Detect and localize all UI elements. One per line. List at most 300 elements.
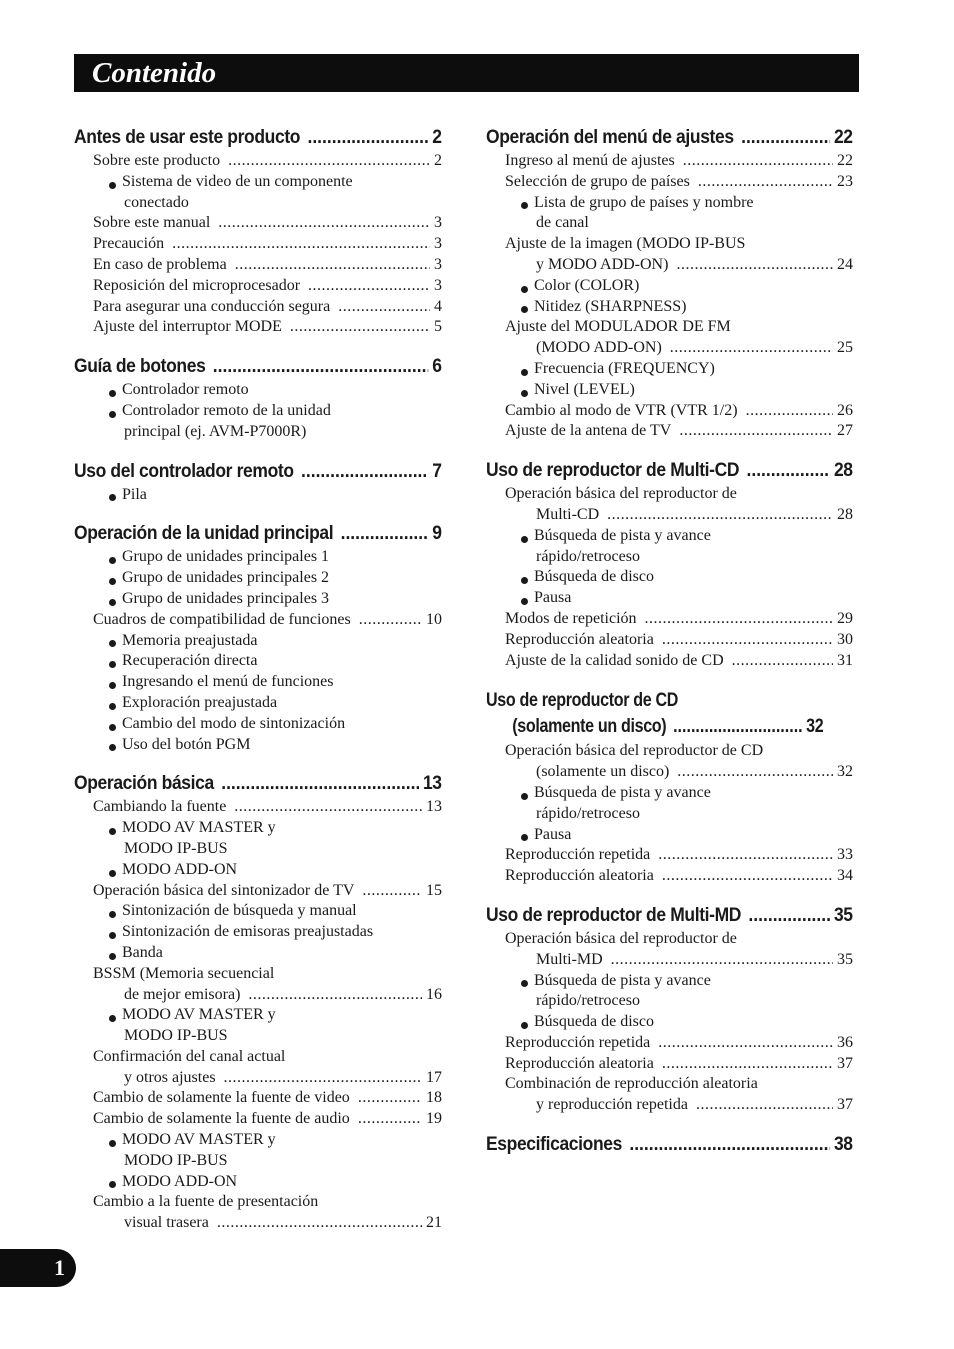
dot-leader xyxy=(308,276,430,297)
toc-page-number: 32 xyxy=(837,763,853,781)
toc-section-heading xyxy=(486,459,853,483)
toc-entry-label: En caso de problema xyxy=(93,255,227,273)
toc-section-label: Guía de botones xyxy=(74,356,206,378)
dot-leader xyxy=(358,1088,422,1109)
page-number: 1 xyxy=(54,1255,65,1280)
toc-entry xyxy=(74,485,442,506)
toc-entry-label: Frecuencia (FREQUENCY) xyxy=(534,359,715,377)
toc-entry-label: Sintonización de emisoras preajustadas xyxy=(122,923,374,941)
bullet-icon xyxy=(109,932,116,939)
toc-entry xyxy=(486,845,853,866)
toc-entry-label: Búsqueda de disco xyxy=(534,568,654,586)
toc-entry xyxy=(486,193,853,214)
bullet-icon xyxy=(109,640,116,647)
toc-section-label: Antes de usar este producto xyxy=(74,127,301,148)
toc-section-label: Operación básica xyxy=(74,773,214,795)
dot-leader xyxy=(698,172,833,193)
toc-entry xyxy=(486,783,853,804)
toc-entry xyxy=(486,929,853,950)
toc-entry-label: Nivel (LEVEL) xyxy=(534,380,635,398)
toc-entry-label: Reproducción aleatoria xyxy=(505,1054,654,1072)
dot-leader xyxy=(234,797,422,818)
toc-entry xyxy=(74,589,442,610)
toc-entry xyxy=(486,609,853,630)
toc-page-number: 2 xyxy=(432,127,442,148)
dot-leader xyxy=(607,505,833,526)
toc-entry-label: conectado xyxy=(124,193,189,211)
toc-page-number: 35 xyxy=(833,904,853,926)
toc-section-heading xyxy=(486,904,853,928)
toc-entry xyxy=(74,964,442,985)
toc-entry xyxy=(486,567,853,588)
dot-leader xyxy=(611,950,833,971)
toc-page-number: 35 xyxy=(837,950,853,968)
toc-entry xyxy=(486,651,853,672)
toc-entry xyxy=(486,172,853,193)
bullet-icon xyxy=(109,870,116,877)
toc-section-label: Especificaciones xyxy=(486,1134,622,1156)
bullet-icon xyxy=(521,390,528,397)
dot-leader xyxy=(224,1068,422,1089)
toc-entry-label: Sobre este manual xyxy=(93,214,211,232)
toc-entry-label: rápido/retroceso xyxy=(536,992,640,1010)
dot-leader xyxy=(676,255,833,276)
toc-entry xyxy=(486,1054,853,1075)
toc-entry-label: visual trasera xyxy=(124,1214,209,1232)
toc-entry xyxy=(74,234,442,255)
toc-entry-label: Sobre este producto xyxy=(93,152,221,169)
toc-entry-label: Grupo de unidades principales 2 xyxy=(122,569,330,587)
bullet-icon xyxy=(521,369,528,376)
toc-entry xyxy=(74,943,442,964)
toc-section-heading xyxy=(74,355,442,379)
toc-section-label: Uso de reproductor de Multi-CD xyxy=(486,460,740,482)
bullet-icon xyxy=(109,911,116,918)
toc-column-right xyxy=(486,126,853,1158)
toc-page-number: 21 xyxy=(426,1214,442,1232)
dot-leader xyxy=(338,297,430,318)
toc-entry xyxy=(74,735,442,756)
toc-page-number: 33 xyxy=(837,846,853,864)
dot-leader xyxy=(228,151,430,172)
toc-entry-label: Para asegurar una conducción segura xyxy=(93,297,331,315)
toc-entry-label: MODO AV MASTER y xyxy=(122,819,276,837)
toc-entry xyxy=(486,213,853,234)
toc-entry xyxy=(74,1047,442,1068)
toc-entry-label: Operación básica del reproductor de xyxy=(505,485,737,503)
toc-section-label: Operación del menú de ajustes xyxy=(486,127,734,148)
toc-entry xyxy=(74,860,442,881)
toc-entry-label: principal (ej. AVM-P7000R) xyxy=(124,422,307,440)
toc-page-number: 16 xyxy=(426,985,442,1003)
toc-entry xyxy=(74,193,442,214)
toc-entry xyxy=(74,985,442,1006)
dot-leader xyxy=(629,1133,830,1157)
toc-page-number: 38 xyxy=(833,1134,853,1156)
toc-entry xyxy=(486,380,853,401)
toc-page-number: 27 xyxy=(837,422,853,440)
toc-entry xyxy=(74,317,442,338)
toc-entry xyxy=(74,380,442,401)
toc-entry xyxy=(74,1005,442,1026)
toc-page-number: 5 xyxy=(434,318,442,336)
toc-page-number: 34 xyxy=(837,867,853,885)
toc-entry xyxy=(74,172,442,193)
toc-entry-label: Sistema de video de un componente xyxy=(122,172,353,190)
toc-entry-label: Búsqueda de disco xyxy=(534,1013,654,1031)
toc-entry-label: Precaución xyxy=(93,235,165,253)
toc-entry-label: Operación básica del reproductor de CD xyxy=(505,742,764,760)
bullet-icon xyxy=(109,599,116,606)
dot-leader xyxy=(301,460,429,484)
toc-entry-label: Nitidez (SHARPNESS) xyxy=(534,297,687,315)
toc-entry-label: Ajuste del interruptor MODE xyxy=(93,318,282,336)
toc-entry-label: Grupo de unidades principales 1 xyxy=(122,548,330,566)
toc-entry xyxy=(74,547,442,568)
dot-leader xyxy=(662,1054,833,1075)
toc-entry-label: Cambio de solamente la fuente de video xyxy=(93,1089,350,1107)
toc-entry xyxy=(486,276,853,297)
dot-leader xyxy=(217,1213,422,1234)
toc-section-heading xyxy=(486,1133,853,1157)
toc-entry-label: MODO ADD-ON xyxy=(122,860,238,878)
toc-entry-label: Multi-CD xyxy=(536,505,600,523)
toc-section-label: (solamente un disco) xyxy=(512,716,667,738)
dot-leader xyxy=(307,126,428,150)
toc-entry-label: Ajuste del MODULADOR DE FM xyxy=(505,318,731,336)
toc-entry xyxy=(74,693,442,714)
toc-section-heading xyxy=(486,688,853,740)
toc-entry xyxy=(74,401,442,422)
toc-entry xyxy=(74,422,442,443)
toc-entry-label: Multi-MD xyxy=(536,950,603,968)
toc-page-number: 30 xyxy=(837,630,853,648)
toc-page-number: 15 xyxy=(426,881,442,899)
toc-entry-label: Búsqueda de pista y avance xyxy=(534,783,711,801)
toc-entry xyxy=(74,797,442,818)
toc-entry xyxy=(486,234,853,255)
toc-entry-label: Ajuste de la calidad sonido de CD xyxy=(505,651,724,669)
toc-page-number: 22 xyxy=(833,127,853,148)
toc-entry xyxy=(486,505,853,526)
toc-entry-label: Uso del botón PGM xyxy=(122,735,251,753)
dot-leader xyxy=(645,609,833,630)
toc-page-number: 7 xyxy=(432,460,442,482)
toc-entry-label: Controlador remoto de la unidad xyxy=(122,401,331,419)
toc-entry-label: (solamente un disco) xyxy=(536,763,670,781)
toc-entry-label: Grupo de unidades principales 3 xyxy=(122,589,330,607)
toc-entry xyxy=(486,588,853,609)
toc-entry-label: MODO IP-BUS xyxy=(124,839,228,857)
toc-entry-label: Selección de grupo de países xyxy=(505,172,690,190)
dot-leader xyxy=(746,459,830,483)
toc-entry xyxy=(74,1088,442,1109)
toc-page-number: 37 xyxy=(837,1096,853,1114)
bullet-icon xyxy=(109,557,116,564)
bullet-icon xyxy=(109,661,116,668)
toc-entry-label: Cambio a la fuente de presentación xyxy=(93,1193,319,1211)
toc-entry-label: (MODO ADD-ON) xyxy=(536,339,662,357)
toc-entry-label: Reproducción aleatoria xyxy=(505,867,654,885)
toc-entry-label: Modos de repetición xyxy=(505,609,637,627)
toc-page-number: 9 xyxy=(432,523,442,545)
toc-entry xyxy=(486,991,853,1012)
toc-entry xyxy=(486,630,853,651)
dot-leader xyxy=(358,1109,422,1130)
toc-entry-label: Cambio del modo de sintonización xyxy=(122,714,346,732)
toc-entry xyxy=(486,804,853,825)
toc-section-heading xyxy=(486,126,853,150)
toc-entry xyxy=(486,762,853,783)
toc-entry xyxy=(486,297,853,318)
toc-entry xyxy=(74,297,442,318)
bullet-icon xyxy=(109,182,116,189)
dot-leader xyxy=(662,630,833,651)
toc-page-number: 3 xyxy=(434,276,442,294)
toc-entry-label: Recuperación directa xyxy=(122,652,258,670)
toc-entry xyxy=(486,866,853,887)
toc-page-number: 32 xyxy=(806,716,824,738)
toc-entry-label: Cambiando la fuente xyxy=(93,798,227,816)
toc-entry xyxy=(74,1026,442,1047)
toc-entry-label: Ajuste de la imagen (MODO IP-BUS xyxy=(505,235,746,253)
dot-leader xyxy=(290,317,430,338)
bullet-icon xyxy=(521,834,528,841)
toc-entry xyxy=(74,651,442,672)
toc-entry xyxy=(74,1213,442,1234)
dot-leader xyxy=(221,772,419,796)
bullet-icon xyxy=(109,390,116,397)
bullet-icon xyxy=(521,536,528,543)
bullet-icon xyxy=(109,828,116,835)
toc-entry-label: Confirmación del canal actual xyxy=(93,1047,286,1065)
toc-entry xyxy=(486,1033,853,1054)
header-bar xyxy=(74,54,859,92)
toc-entry-label: Controlador remoto xyxy=(122,381,249,399)
toc-entry-label: Reproducción repetida xyxy=(505,846,651,864)
toc-entry xyxy=(74,839,442,860)
toc-entry xyxy=(74,1130,442,1151)
bullet-icon xyxy=(521,306,528,313)
dot-leader xyxy=(679,421,833,442)
dot-leader xyxy=(658,1033,833,1054)
toc-entry-label: Cambio al modo de VTR (VTR 1/2) xyxy=(505,401,738,419)
toc-entry xyxy=(74,1192,442,1213)
dot-leader xyxy=(741,126,830,150)
toc-page-number: 3 xyxy=(434,214,442,232)
toc-entry-label: BSSM (Memoria secuencial xyxy=(93,964,275,982)
dot-leader xyxy=(732,651,833,672)
toc-section-heading xyxy=(74,460,442,484)
dot-leader xyxy=(359,610,422,631)
bullet-icon xyxy=(109,1015,116,1022)
toc-section-label: Uso de reproductor de Multi-MD xyxy=(486,904,742,926)
toc-page-number: 36 xyxy=(837,1033,853,1051)
toc-entry xyxy=(74,714,442,735)
toc-entry-label: Color (COLOR) xyxy=(534,276,640,294)
toc-entry-label: Operación básica del sintonizador de TV xyxy=(93,881,355,899)
toc-entry-label: Ajuste de la antena de TV xyxy=(505,422,672,440)
toc-page-number: 13 xyxy=(422,773,442,795)
toc-entry-label: rápido/retroceso xyxy=(536,547,640,565)
bullet-icon xyxy=(109,1140,116,1147)
toc-page-number: 6 xyxy=(432,356,442,378)
toc-page-number: 3 xyxy=(434,235,442,253)
toc-entry xyxy=(74,255,442,276)
toc-section-label: Operación de la unidad principal xyxy=(74,523,334,545)
toc-entry xyxy=(74,631,442,652)
toc-entry xyxy=(74,922,442,943)
toc-section-heading xyxy=(74,772,442,796)
toc-entry-label: Lista de grupo de países y nombre xyxy=(534,193,754,211)
toc-entry xyxy=(74,672,442,693)
dot-leader xyxy=(248,985,422,1006)
toc-entry-label: y reproducción repetida xyxy=(536,1096,688,1114)
toc-entry-label: Combinación de reproducción aleatoria xyxy=(505,1075,758,1093)
toc-page-number: 29 xyxy=(837,609,853,627)
toc-entry xyxy=(486,1095,853,1116)
toc-entry xyxy=(74,151,442,172)
toc-page-number: 3 xyxy=(434,255,442,273)
toc-entry xyxy=(486,741,853,762)
toc-page-number: 10 xyxy=(426,610,442,628)
toc-entry-label: Reposición del microprocesador xyxy=(93,276,301,294)
toc-entry xyxy=(486,151,853,172)
toc-entry xyxy=(74,1172,442,1193)
toc-entry-label: Cambio de solamente la fuente de audio xyxy=(93,1110,350,1128)
bullet-icon xyxy=(109,578,116,585)
bullet-icon xyxy=(109,411,116,418)
toc-entry xyxy=(74,1109,442,1130)
dot-leader xyxy=(748,904,830,928)
toc-entry xyxy=(486,950,853,971)
toc-entry xyxy=(74,213,442,234)
dot-leader xyxy=(362,881,422,902)
toc-entry xyxy=(74,901,442,922)
toc-page-number: 2 xyxy=(434,152,442,169)
toc-entry-label: Búsqueda de pista y avance xyxy=(534,526,711,544)
toc-entry-label: rápido/retroceso xyxy=(536,804,640,822)
toc-page-number: 4 xyxy=(434,297,442,315)
dot-leader xyxy=(670,338,833,359)
dot-leader xyxy=(662,866,833,887)
toc-page-number: 25 xyxy=(837,339,853,357)
toc-entry-label: MODO ADD-ON xyxy=(122,1172,238,1190)
bullet-icon xyxy=(521,202,528,209)
bullet-icon xyxy=(521,577,528,584)
dot-leader xyxy=(218,213,430,234)
toc-page-number: 24 xyxy=(837,255,853,273)
bullet-icon xyxy=(109,724,116,731)
dot-leader xyxy=(677,762,833,783)
toc-entry xyxy=(486,317,853,338)
toc-entry xyxy=(486,421,853,442)
toc-section-label: Uso del controlador remoto xyxy=(74,460,294,482)
toc-entry xyxy=(486,359,853,380)
page-number-tab xyxy=(0,1249,76,1287)
toc-entry-label: Exploración preajustada xyxy=(122,693,278,711)
dot-leader xyxy=(746,401,833,422)
toc-entry xyxy=(486,338,853,359)
toc-entry-label: Cuadros de compatibilidad de funciones xyxy=(93,610,351,628)
toc-section-label: Uso de reproductor de CD xyxy=(486,690,679,712)
toc-page-number: 37 xyxy=(837,1054,853,1072)
dot-leader xyxy=(213,355,429,379)
toc-page-number: 13 xyxy=(426,798,442,816)
toc-entry-label: Pausa xyxy=(534,825,572,843)
toc-page-number: 23 xyxy=(837,172,853,190)
toc-page-number: 28 xyxy=(833,460,853,482)
toc-entry-label: Memoria preajustada xyxy=(122,631,258,649)
toc-entry xyxy=(486,401,853,422)
toc-entry xyxy=(74,610,442,631)
bullet-icon xyxy=(109,953,116,960)
toc-page-number: 22 xyxy=(837,152,853,169)
toc-section-line xyxy=(486,714,823,740)
toc-entry xyxy=(486,255,853,276)
dot-leader xyxy=(658,845,833,866)
toc-page-number: 17 xyxy=(426,1068,442,1086)
dot-leader xyxy=(696,1095,833,1116)
toc-entry xyxy=(486,484,853,505)
toc-entry xyxy=(74,1068,442,1089)
toc-entry xyxy=(486,547,853,568)
bullet-icon xyxy=(521,980,528,987)
toc-entry-label: Ingreso al menú de ajustes xyxy=(505,152,675,169)
toc-entry-label: MODO IP-BUS xyxy=(124,1027,228,1045)
toc-entry-label: Reproducción repetida xyxy=(505,1033,651,1051)
bullet-icon xyxy=(109,703,116,710)
toc-entry-label: Reproducción aleatoria xyxy=(505,630,654,648)
toc-section-heading xyxy=(74,522,442,546)
toc-entry-label: Búsqueda de pista y avance xyxy=(534,971,711,989)
toc-entry-label: de mejor emisora) xyxy=(124,985,241,1003)
toc-entry-label: y otros ajustes xyxy=(124,1068,216,1086)
bullet-icon xyxy=(109,494,116,501)
dot-leader xyxy=(341,522,429,546)
dot-leader xyxy=(172,234,430,255)
toc-entry-label: y MODO ADD-ON) xyxy=(536,255,669,273)
bullet-icon xyxy=(521,286,528,293)
toc-entry xyxy=(74,1151,442,1172)
toc-page-number: 19 xyxy=(426,1110,442,1128)
bullet-icon xyxy=(109,682,116,689)
toc-page-number: 26 xyxy=(837,401,853,419)
toc-page-number: 18 xyxy=(426,1089,442,1107)
bullet-icon xyxy=(521,1022,528,1029)
toc-entry-label: de canal xyxy=(536,214,589,232)
toc-entry xyxy=(74,818,442,839)
toc-entry xyxy=(486,971,853,992)
toc-section-heading xyxy=(74,126,442,150)
toc-entry xyxy=(74,568,442,589)
toc-entry-label: Operación básica del reproductor de xyxy=(505,929,737,947)
toc-entry-label: Pila xyxy=(122,485,147,503)
bullet-icon xyxy=(109,744,116,751)
toc-entry xyxy=(74,276,442,297)
toc-entry-label: Sintonización de búsqueda y manual xyxy=(122,902,357,920)
dot-leader xyxy=(673,714,803,740)
toc-entry-label: Ingresando el menú de funciones xyxy=(122,673,334,691)
toc-page-number: 31 xyxy=(837,651,853,669)
toc-entry xyxy=(486,825,853,846)
bullet-icon xyxy=(521,793,528,800)
bullet-icon xyxy=(521,598,528,605)
toc-entry xyxy=(486,1012,853,1033)
page-title: Contenido xyxy=(92,57,217,89)
toc-column-left xyxy=(74,126,442,1234)
toc-entry-label: Banda xyxy=(122,943,163,961)
